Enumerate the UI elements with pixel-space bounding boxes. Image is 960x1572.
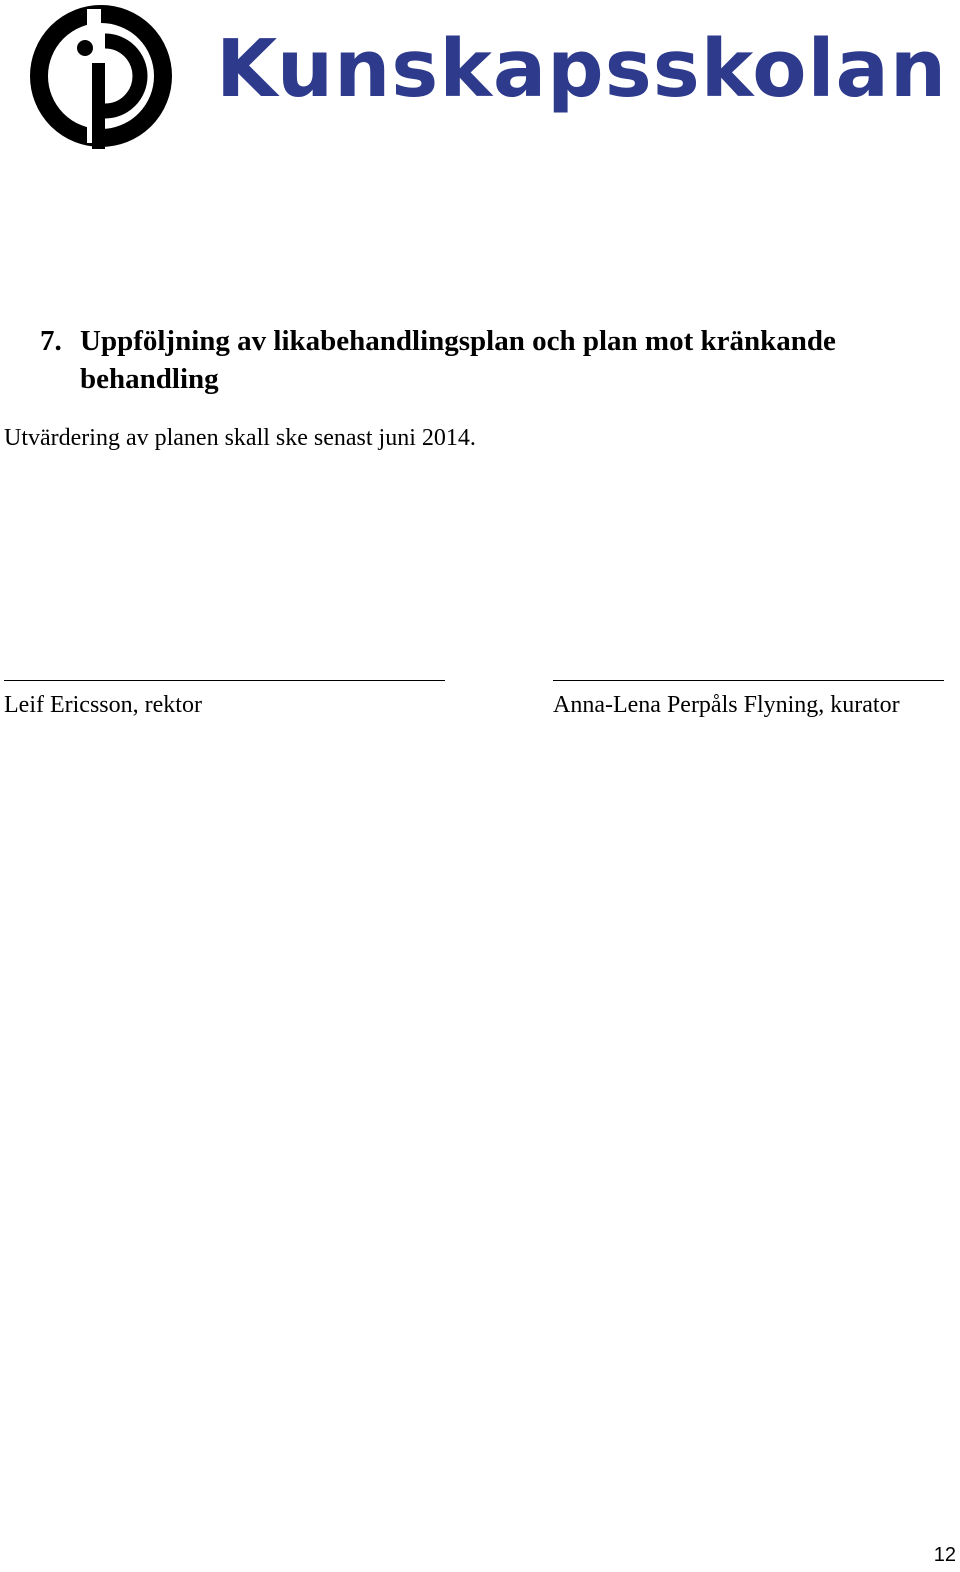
signature-name-right: Anna-Lena Perpåls Flyning, kurator	[553, 692, 900, 718]
kunskapsskolan-emblem-icon	[28, 3, 174, 149]
signature-name-left: Leif Ericsson, rektor	[4, 692, 202, 718]
logo-wordmark: Kunskapsskolan	[216, 23, 948, 115]
section-heading	[40, 322, 920, 398]
body-paragraph: Utvärdering av planen skall ske senast juni 2014.	[4, 425, 476, 451]
page-number: 12	[933, 1544, 956, 1566]
section-title: Uppföljning av likabehandlingsplan och plan mot kränkande behandling	[80, 325, 836, 395]
section-number: 7.	[40, 325, 62, 357]
signature-line-right	[553, 680, 944, 681]
signature-line-left	[4, 680, 445, 681]
